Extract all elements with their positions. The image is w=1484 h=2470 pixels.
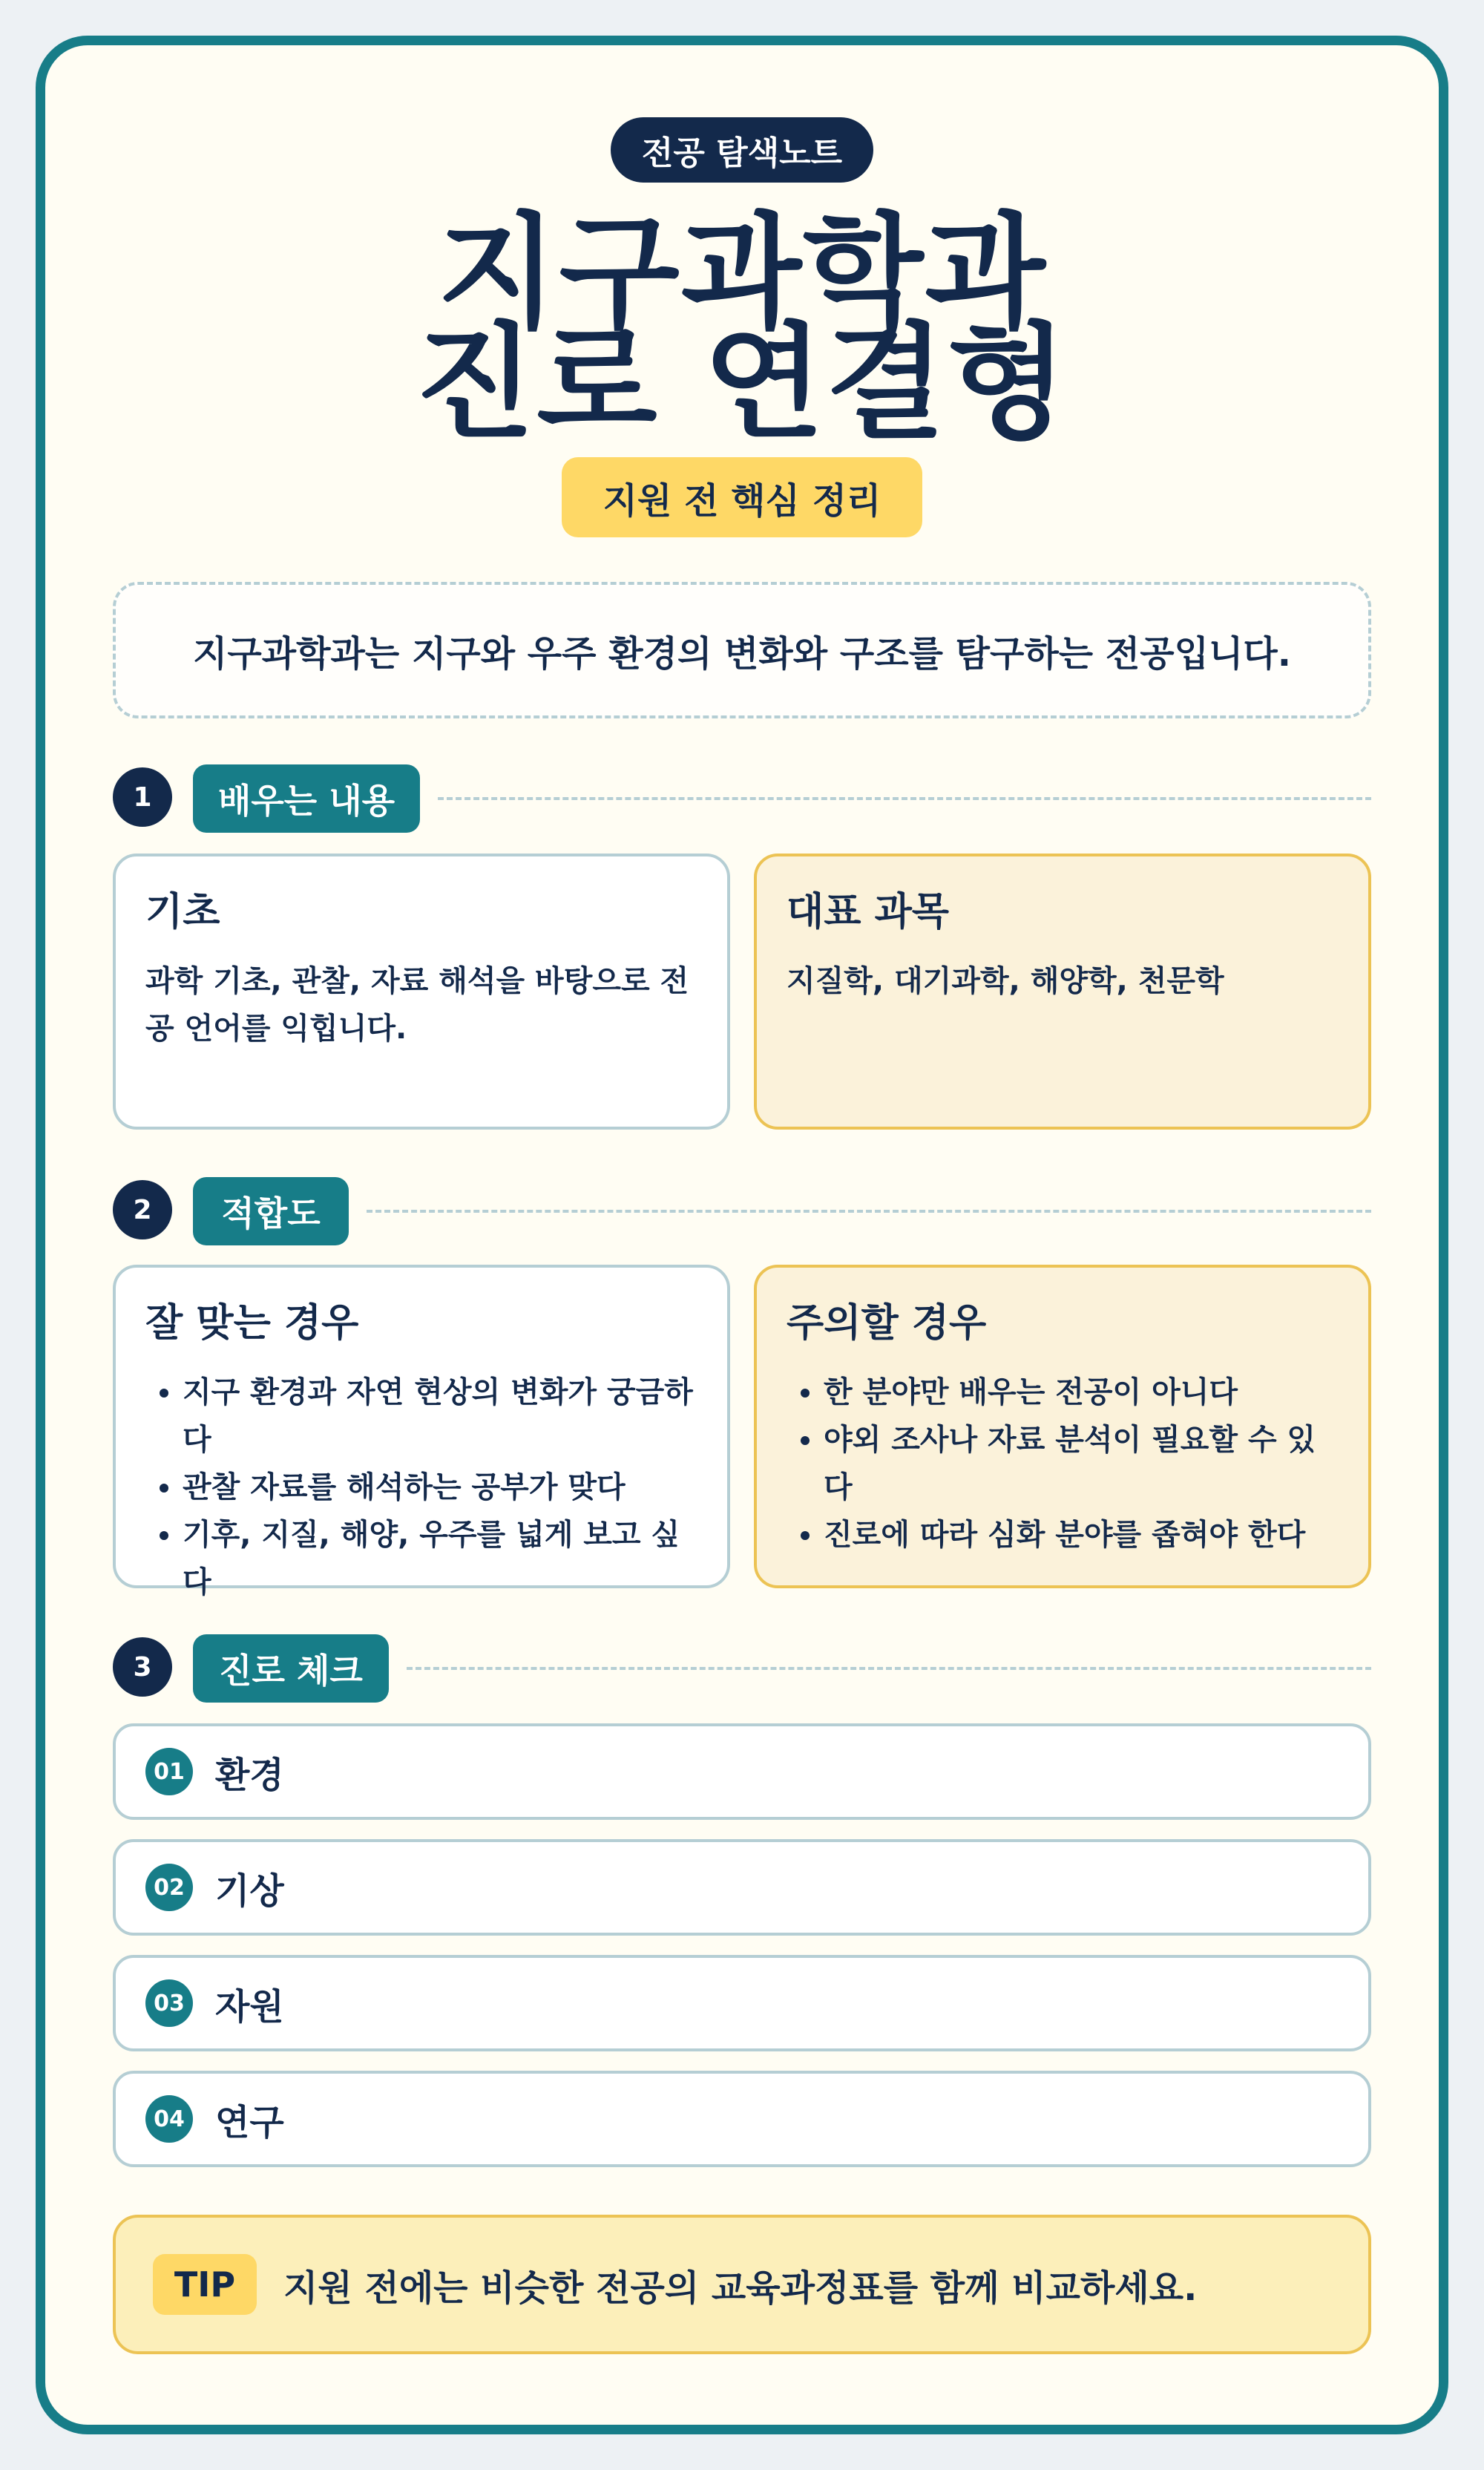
basics-text: 과학 기초, 관찰, 자료 해석을 바탕으로 전공 언어를 익힙니다.	[145, 964, 689, 1046]
good-fit-title: 잘 맞는 경우	[145, 1301, 359, 1346]
career-check-number: 04	[145, 2095, 193, 2143]
caution-item: • 진로에 따라 심화 분야를 좁혀야 한다	[824, 1511, 1339, 1559]
caution-title: 주의할 경우	[787, 1301, 987, 1346]
career-check-text: 환경	[215, 1754, 284, 1796]
good-fit-item: • 지구 환경과 자연 현상의 변화가 궁금하다	[183, 1369, 697, 1464]
section-1-number: 1	[113, 767, 172, 827]
section-2-divider	[367, 1210, 1371, 1213]
header-badge: 전공 탐색노트	[611, 117, 873, 183]
section-3-divider	[407, 1667, 1371, 1670]
page-title-line2: 진로 연결형	[415, 310, 1069, 456]
basics-title: 기초	[145, 890, 220, 934]
tip-box	[113, 2215, 1371, 2354]
section-2-number: 2	[113, 1180, 172, 1239]
career-check-item	[113, 1723, 1371, 1820]
caution-list	[787, 1369, 1339, 1559]
career-check-item	[113, 1839, 1371, 1936]
page-title-line1: 지구과학과	[437, 200, 1047, 346]
intro-text: 지구과학과는 지구와 우주 환경의 변화와 구조를 탐구하는 전공입니다.	[193, 632, 1291, 675]
career-check-number: 02	[145, 1864, 193, 1911]
basics-card	[113, 854, 730, 1130]
section-1-label: 배우는 내용	[193, 764, 420, 833]
caution-item: • 한 분야만 배우는 전공이 아니다	[824, 1369, 1339, 1416]
career-check-text: 기상	[215, 1870, 284, 1912]
career-check-item	[113, 1955, 1371, 2051]
section-3-label: 진로 체크	[193, 1634, 389, 1703]
career-check-number: 01	[145, 1748, 193, 1795]
section-1-divider	[438, 797, 1371, 800]
section-2-label: 적합도	[193, 1177, 349, 1245]
career-check-text: 연구	[215, 2101, 284, 2143]
good-fit-list	[145, 1369, 697, 1606]
section-3-number: 3	[113, 1637, 172, 1697]
career-check-item	[113, 2071, 1371, 2167]
career-check-number: 03	[145, 1979, 193, 2027]
career-check-text: 자원	[215, 1985, 284, 2028]
subjects-title: 대표 과목	[787, 890, 950, 934]
good-fit-item: • 관찰 자료를 해석하는 공부가 맞다	[183, 1464, 697, 1511]
subjects-card	[754, 854, 1371, 1130]
caution-item: • 야외 조사나 자료 분석이 필요할 수 있다	[824, 1416, 1339, 1511]
tip-text: 지원 전에는 비슷한 전공의 교육과정표를 함께 비교하세요.	[283, 2267, 1198, 2309]
subtitle-badge: 지원 전 핵심 정리	[562, 457, 922, 537]
good-fit-card	[113, 1265, 730, 1600]
caution-card	[754, 1265, 1371, 1588]
intro-box	[113, 582, 1371, 718]
subjects-text: 지질학, 대기과학, 해양학, 천문학	[787, 964, 1224, 999]
good-fit-item: • 기후, 지질, 해양, 우주를 넓게 보고 싶다	[183, 1511, 697, 1606]
tip-badge: TIP	[153, 2254, 257, 2315]
